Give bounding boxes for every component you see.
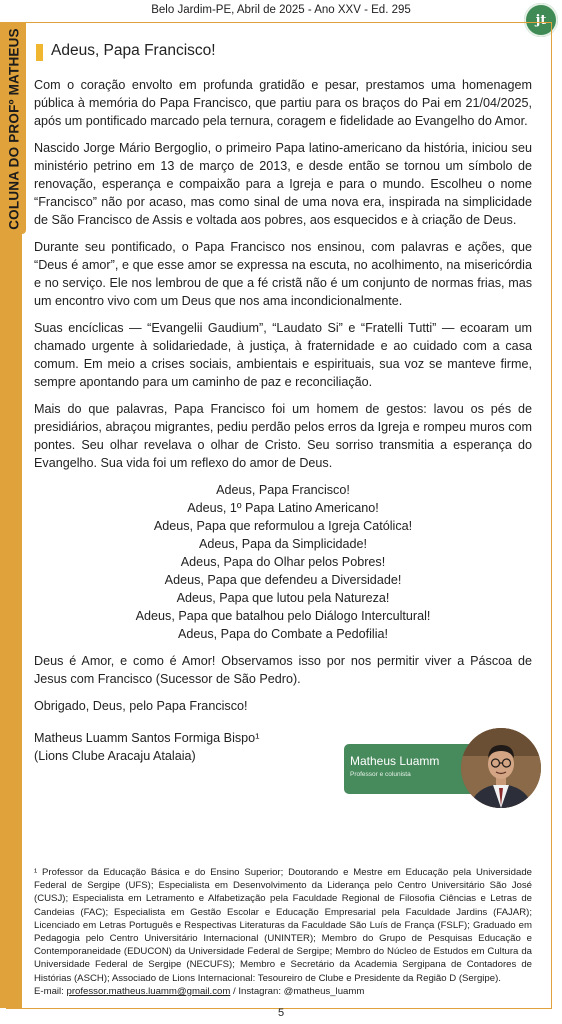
farewell-line: Adeus, Papa do Olhar pelos Pobres!: [180, 555, 386, 569]
author-portrait-icon: [461, 728, 541, 808]
paragraph: Suas encíclicas — “Evangelii Gaudium”, “Laudato Si” e “Fratelli Tutti” — ecoaram um chamado urgente à solidariedade, à justiça, à fraternidade e ao cuidado com a casa comum. Em meio a crises sociais, ambientais e espirituais, sua voz se manteve firme, sempre apontando para um caminho de paz e reconciliação.: [34, 321, 532, 389]
farewell-line: Adeus, Papa da Simplicidade!: [198, 537, 368, 551]
edition-line: Belo Jardim-PE, Abril de 2025 - Ano XXV - Ed. 295: [151, 4, 411, 16]
farewell-line: Adeus, Papa que batalhou pelo Diálogo Intercultural!: [135, 609, 431, 623]
email-label: E-mail:: [34, 985, 67, 997]
signature-name: Matheus Luamm Santos Formiga Bispo¹: [34, 731, 260, 745]
signature-affiliation: (Lions Clube Aracaju Atalaia): [34, 749, 196, 763]
farewell-line: Adeus, Papa que defendeu a Diversidade!: [164, 573, 402, 587]
article-body: [34, 76, 532, 765]
paragraph: Durante seu pontificado, o Papa Francisco nos ensinou, com palavras e ações, que “Deus é amor”, e que esse amor se expressa na escuta, no acolhimento, na misericórdia e no serviço. Ele nos lembrou de que a fé cristã não é um conjunto de normas frias, mas um encontro vivo com um Deus que nos ama incondicionalmente.: [34, 240, 532, 308]
paragraph: Mais do que palavras, Papa Francisco foi um homem de gestos: lavou os pés de presidiários, abraçou migrantes, pediu perdão pelos erros da Igreja e rompeu muros com pontes. Seu olhar revelava o olhar de Cristo. Seu sorriso transmitia a esperança do Evangelho. Sua vida foi um reflexo do amor de Deus.: [34, 402, 532, 470]
farewell-line: Adeus, Papa Francisco!: [216, 483, 350, 497]
farewell-line: Adeus, 1º Papa Latino Americano!: [187, 501, 379, 515]
farewell-line: Adeus, Papa do Combate a Pedofilia!: [177, 627, 389, 641]
instagram-handle: / Instagran: @matheus_luamm: [230, 985, 365, 997]
email-link[interactable]: professor.matheus.luamm@gmail.com: [66, 985, 231, 997]
column-label: COLUNA DO PROFº MATHEUS: [6, 28, 22, 230]
footnote: [34, 866, 532, 998]
paragraph: Com o coração envolto em profunda gratidão e pesar, prestamos uma homenagem pública à memória do Papa Francisco, que partiu para os braços do Pai em 21/04/2025, após um pontificado marcado pela ternura, coragem e fidelidade ao Evangelho do Amor.: [34, 78, 532, 128]
farewell-lines: [34, 481, 532, 643]
author-card-role: Professor e colunista: [350, 771, 411, 778]
title-accent-bar: [36, 44, 43, 61]
article-title: Adeus, Papa Francisco!: [51, 42, 216, 59]
newspaper-logo: jt: [524, 3, 558, 37]
author-photo: [461, 728, 541, 808]
paragraph: Nascido Jorge Mário Bergoglio, o primeiro Papa latino-americano da história, iniciou seu ministério petrino em 13 de março de 2013, e desde então se tornou um símbolo de renovação, esperança e compaixão para a Igreja e para o mundo. Escolheu o nome “Francisco” não por acaso, mas como sinal de uma nova era, inspirada na simplicidade de São Francisco de Assis e voltada aos pobres, aos esquecidos e à criação de Deus.: [34, 141, 532, 227]
footnote-text: ¹ Professor da Educação Básica e do Ensino Superior; Doutorando e Mestre em Educação pela Universidade Federal de Sergipe (UFS); Especialista em Desenvolvimento da Liderança pelo Centro Universitário São José (CUSJ); Especialista em Letramento e Alfabetização pela Faculdade Regional de Filosofia Ciências e Letras de Candeias (FAC); Especialista em Gestão Escolar e Educação Empresarial pela Faculdade Jardins (FAJAR); Licenciado em Letras Português e Respectivas Literaturas da Faculdade São Luís de França (FSLF); Graduado em Pedagogia pelo Centro Universitário Internacional (UNINTER); Membro do Grupo de Pesquisas Educação e Contemporaneidade (EDUCON) da Universidade Federal de Sergipe; Membro do Núcleo de Estudos em Cultura da Universidade Federal de Sergipe (NECUFS); Membro e Secretário da Academia Sergipana de Contadores de Histórias (ASCH); Associado de Lions Internacional: Tesoureiro de Clube e Presidente da Região D (Sergipe).: [34, 867, 532, 984]
farewell-line: Adeus, Papa que reformulou a Igreja Católica!: [153, 519, 413, 533]
farewell-line: Adeus, Papa que lutou pela Natureza!: [176, 591, 390, 605]
author-card-name: Matheus Luamm: [350, 754, 440, 768]
page-number: 5: [277, 1007, 285, 1019]
paragraph: Obrigado, Deus, pelo Papa Francisco!: [34, 699, 248, 713]
paragraph: Deus é Amor, e como é Amor! Observamos isso por nos permitir viver a Páscoa de Jesus com Francisco (Sucessor de São Pedro).: [34, 654, 532, 686]
